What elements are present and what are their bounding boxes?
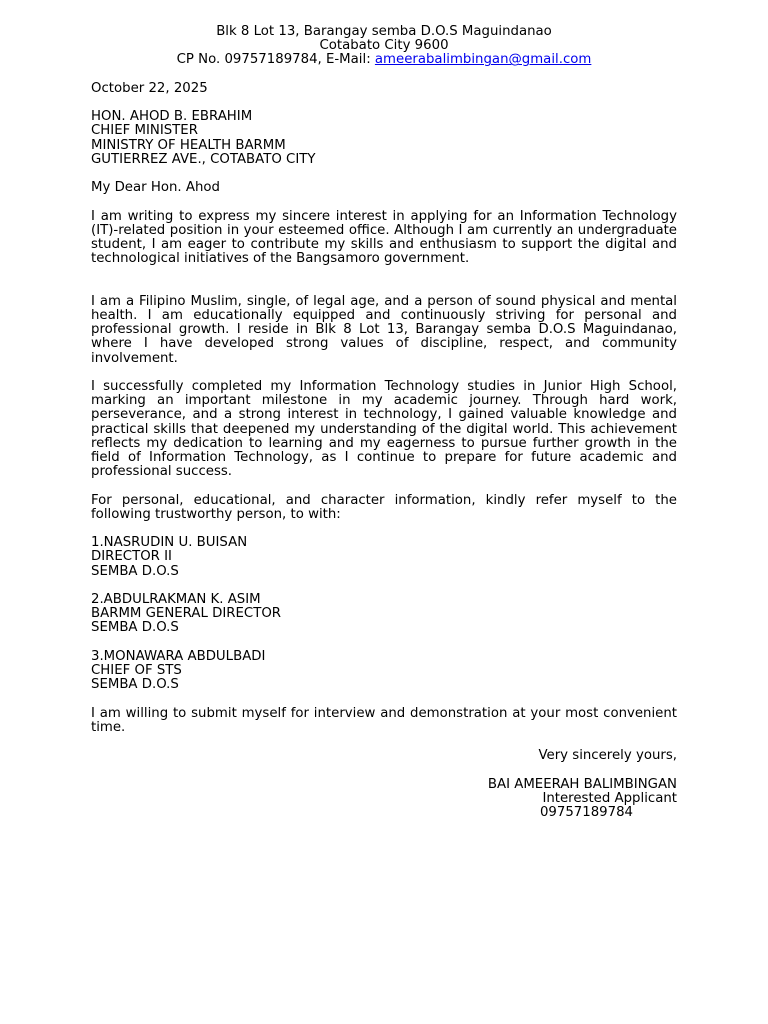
signature-role: Interested Applicant: [542, 790, 677, 806]
reference-position: CHIEF OF STS: [91, 662, 182, 678]
paragraph-education: I successfully completed my Information Technology studies in Junior High School, marking an important milestone in my academic journey. Through hard work, perseverance, and a strong interest in technology, I gained valuable knowledge and practical skills that deepened my understanding of the digital world. This achievement reflects my dedication to learning and my eagerness to pursue further growth in the field of Information Technology, as I continue to prepare for future academic and professional success.: [91, 378, 677, 480]
contact-line: [91, 53, 677, 67]
paragraph-closing: I am willing to submit myself for interview and demonstration at your most convenient time.: [91, 705, 677, 735]
address-line-1: Blk 8 Lot 13, Barangay semba D.O.S Maguindanao: [216, 24, 552, 39]
reference-position: BARMM GENERAL DIRECTOR: [91, 606, 282, 622]
reference-item: [91, 593, 677, 636]
recipient-address: GUTIERREZ AVE., COTABATO CITY: [91, 151, 316, 167]
reference-name: 3.MONAWARA ABDULBADI: [91, 648, 266, 664]
address-line-2: Cotabato City 9600: [319, 38, 449, 54]
paragraph-intro: I am writing to express my sincere interest in applying for an Information Technology (IT)-related position in your esteemed office. Although I am currently an undergraduate student, I am eager to contribute my skills and enthusiasm to support the digital and technological initiatives of the Bangsamoro government.: [91, 208, 677, 267]
salutation: My Dear Hon. Ahod: [91, 180, 220, 196]
paragraph-background: I am a Filipino Muslim, single, of legal age, and a person of sound physical and mental health. I am educationally equipped and continuously striving for personal and professional growth. I reside in Blk 8 Lot 13, Barangay semba D.O.S Maguindanao, where I have developed strong values of discipline, respect, and community involvement.: [91, 293, 677, 366]
signature-name: BAI AMEERAH BALIMBINGAN: [487, 776, 677, 792]
reference-name: 2.ABDULRAKMAN K. ASIM: [91, 591, 261, 607]
recipient-block: [91, 110, 677, 167]
recipient-title: CHIEF MINISTER: [91, 123, 198, 139]
reference-item: [91, 536, 677, 579]
reference-place: SEMBA D.O.S: [91, 677, 179, 693]
reference-place: SEMBA D.O.S: [91, 563, 179, 579]
closing-phrase: Very sincerely yours,: [538, 748, 677, 764]
reference-place: SEMBA D.O.S: [91, 620, 179, 636]
signature-phone: 09757189784: [539, 804, 633, 820]
reference-item: [91, 650, 677, 693]
letter-date: October 22, 2025: [91, 80, 208, 96]
letter-body: [91, 25, 677, 820]
reference-name: 1.NASRUDIN U. BUISAN: [91, 535, 248, 551]
recipient-name: HON. AHOD B. EBRAHIM: [91, 109, 253, 125]
letter-header: [91, 25, 677, 68]
signature-block: [91, 778, 677, 821]
reference-position: DIRECTOR II: [91, 549, 172, 565]
paragraph-references-intro: For personal, educational, and character information, kindly refer myself to the following trustworthy person, to with:: [91, 492, 677, 522]
recipient-office: MINISTRY OF HEALTH BARMM: [91, 137, 286, 153]
contact-prefix: CP No. 09757189784, E-Mail:: [176, 52, 375, 68]
email-link[interactable]: ameerabalimbingan@gmail.com: [374, 52, 592, 68]
